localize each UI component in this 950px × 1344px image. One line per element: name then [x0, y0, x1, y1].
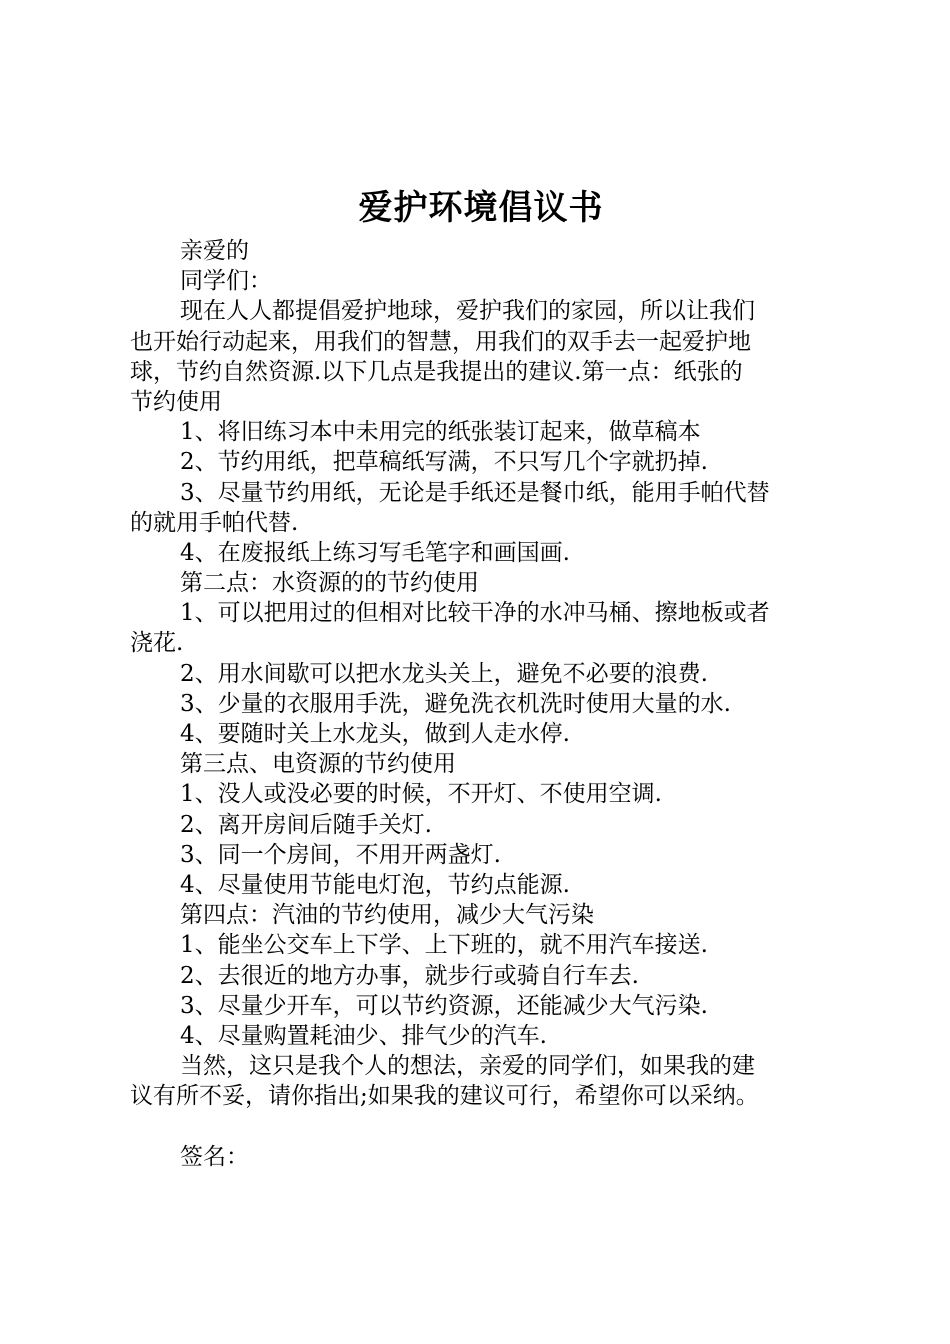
text-line: 4、要随时关上水龙头，做到人走水停.: [180, 721, 570, 747]
text-line: 2、节约用纸，把草稿纸写满，不只写几个字就扔掉.: [180, 449, 708, 476]
text-line: 当然，这只是我个人的想法，亲爱的同学们，如果我的建: [180, 1053, 755, 1080]
document-body: [130, 236, 834, 1172]
text-line: 节约使用: [130, 388, 222, 415]
text-line: 浇花.: [130, 630, 184, 657]
text-line: 1、能坐公交车上下学、上下班的，就不用汽车接送.: [180, 932, 708, 959]
text-line: 2、去很近的地方办事，就步行或骑自行车去.: [180, 962, 639, 989]
text-line: 2、离开房间后随手关灯.: [180, 811, 432, 838]
text-line: 现在人人都提倡爱护地球，爱护我们的家园，所以让我们: [180, 298, 755, 325]
text-line: 也开始行动起来，用我们的智慧，用我们的双手去一起爱护地: [130, 328, 751, 355]
text-line: 1、将旧练习本中未用完的纸张装订起来，做草稿本: [180, 419, 701, 446]
text-line: 3、同一个房间，不用开两盏灯.: [180, 841, 501, 868]
blank-line: [130, 1111, 834, 1141]
text-line: 第三点、电资源的节约使用: [180, 751, 456, 778]
text-line: 4、尽量购置耗油少、排气少的汽车.: [180, 1022, 547, 1049]
text-line: 3、少量的衣服用手洗，避免洗衣机洗时使用大量的水.: [180, 690, 731, 717]
text-line: 3、尽量少开车，可以节约资源，还能减少大气污染.: [180, 992, 708, 1019]
text-line: 签名：: [180, 1143, 249, 1170]
text-line: 4、尽量使用节能电灯泡，节约点能源.: [180, 871, 570, 898]
text-line: 同学们：: [180, 268, 272, 295]
text-line: 2、用水间歇可以把水龙头关上，避免不必要的浪费.: [180, 660, 708, 687]
document-title: 爱护环境倡议书: [358, 188, 604, 228]
text-line: 1、可以把用过的但相对比较干净的水冲马桶、擦地板或者: [180, 600, 770, 627]
text-line: 议有所不妥，请你指出;如果我的建议可行，希望你可以采纳。: [130, 1083, 759, 1110]
text-line: 第二点：水资源的的节约使用: [180, 570, 479, 597]
text-line: 第四点：汽油的节约使用，减少大气污染: [180, 902, 594, 929]
text-line: 球，节约自然资源.以下几点是我提出的建议.第一点：纸张的: [130, 358, 743, 385]
text-line: 4、在废报纸上练习写毛笔字和画国画.: [180, 539, 570, 566]
text-line: 的就用手帕代替.: [130, 509, 299, 536]
text-line: 3、尽量节约用纸，无论是手纸还是餐巾纸，能用手帕代替: [180, 479, 770, 506]
text-line: 1、没人或没必要的时候，不开灯、不使用空调.: [180, 781, 662, 808]
text-line: 亲爱的: [180, 238, 249, 264]
